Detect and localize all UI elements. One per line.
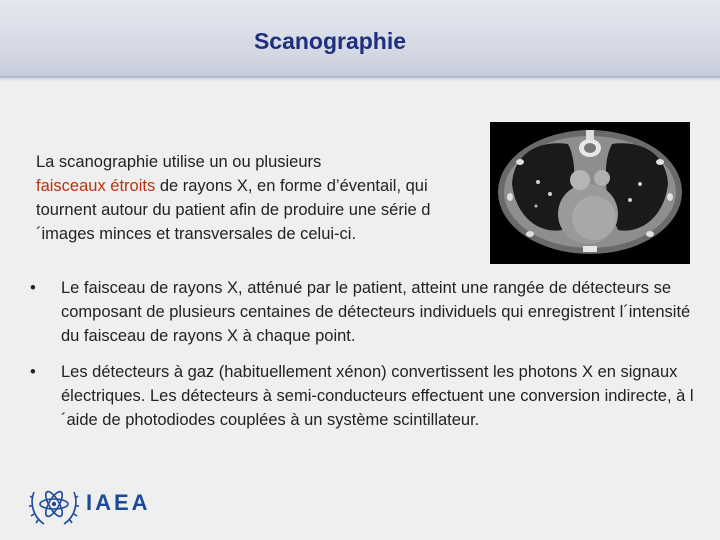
- logo-text: IAEA: [86, 490, 151, 515]
- bullet-marker: •: [30, 363, 36, 381]
- bullet-text: Le faisceau de rayons X, atténué par le patient, atteint une rangée de détecteurs se composant de plusieurs centaines de détecteurs individuels qui enregistrent l´intensité du faisceau de rayons X à chaque point.: [61, 279, 691, 345]
- iaea-logo: [28, 480, 168, 530]
- bullet-text: Les détecteurs à gaz (habituellement xénon) convertissent les photons X en signaux électriques. Les détecteurs à semi-conducteurs effectuent une conversion indirecte, à l´aide de photodiodes couplées à un système scintillateur.: [61, 363, 694, 429]
- bullet-marker: •: [30, 279, 36, 297]
- atom-laurel-icon: [28, 480, 80, 530]
- bullet-list: [30, 276, 710, 432]
- intro-paragraph: [36, 150, 476, 246]
- intro-text-before: La scanographie utilise un ou plusieurs: [36, 153, 322, 171]
- intro-highlight: faisceaux étroits: [36, 177, 156, 195]
- bullet-item: [30, 276, 710, 348]
- bullet-item: [30, 360, 710, 432]
- page-title: Scanographie: [253, 28, 407, 54]
- intro-text-after: de rayons X, en forme d’éventail, qui tournent autour du patient afin de produire une série d´images minces et transversales de celui-ci.: [36, 177, 431, 243]
- ct-chest-scan-image: [490, 122, 690, 264]
